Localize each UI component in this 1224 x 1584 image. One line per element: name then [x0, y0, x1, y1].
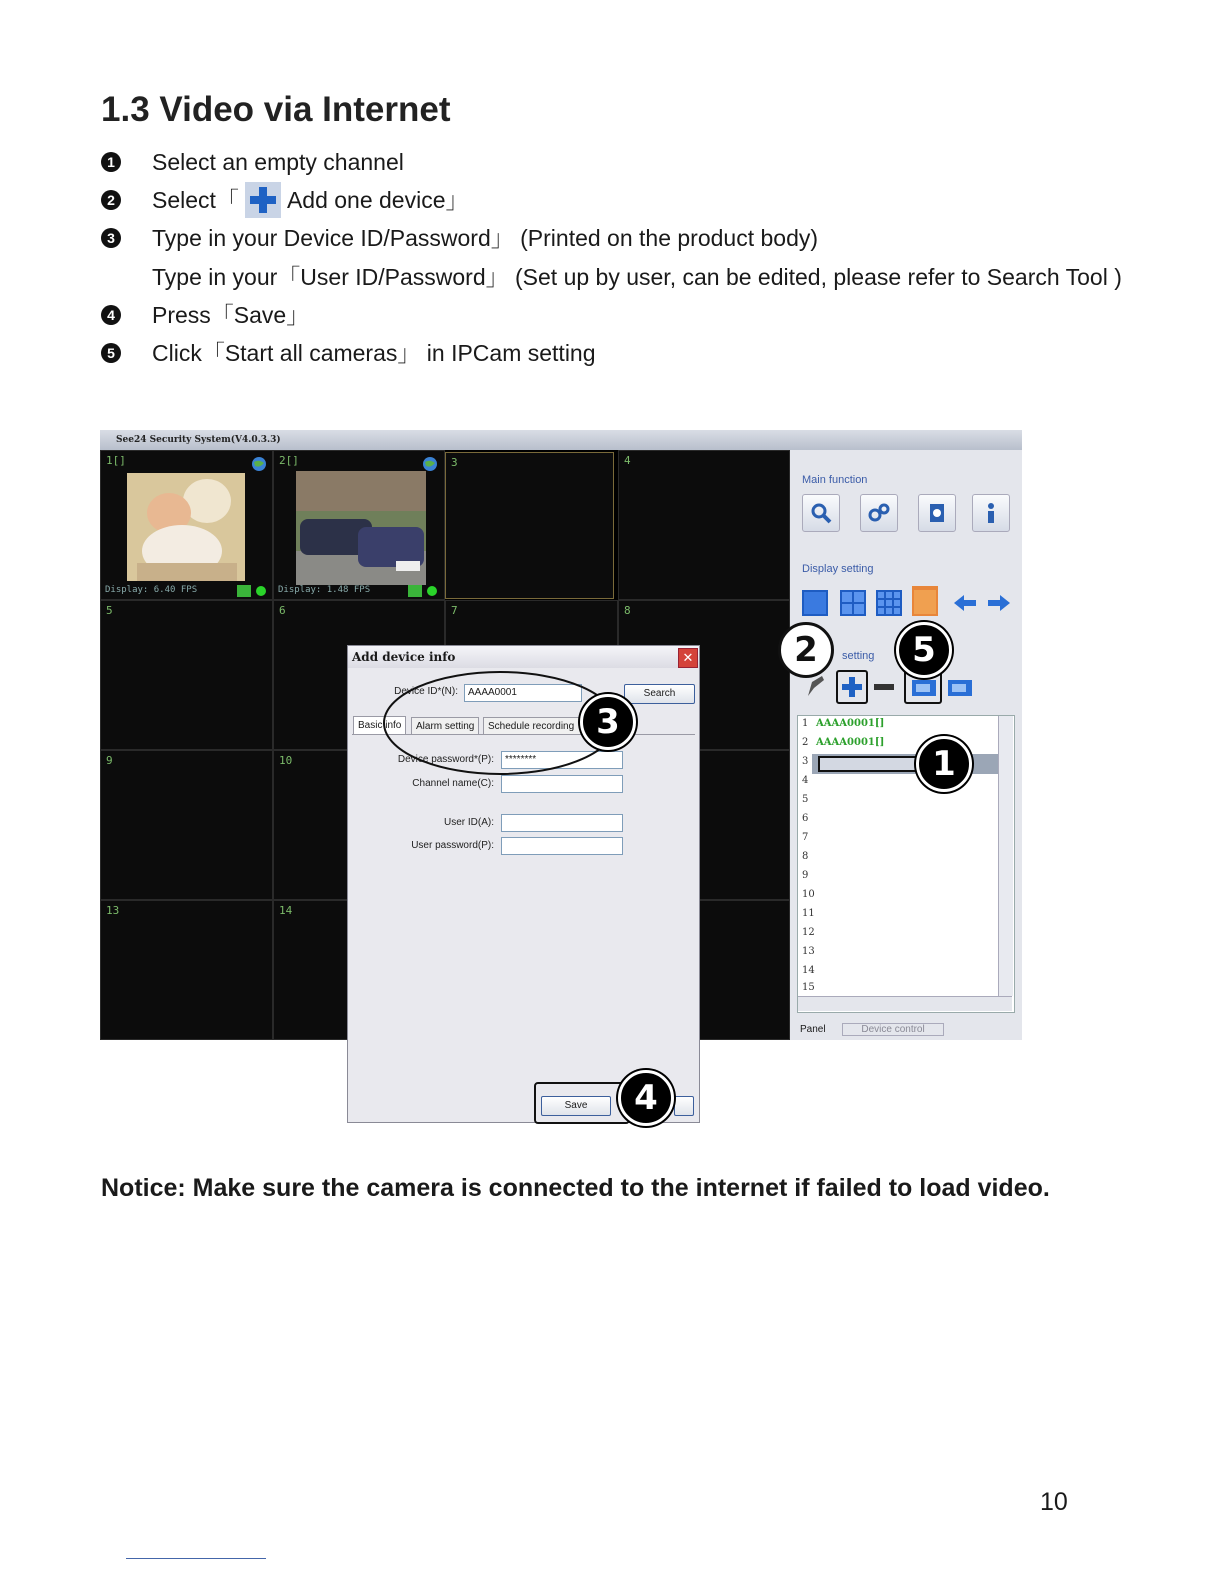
list-row-number: 11 [802, 908, 815, 919]
search-device-button[interactable]: Search [624, 684, 695, 704]
channel-label: 8 [624, 604, 631, 617]
channel-label: 13 [106, 904, 120, 917]
channel-label: 5 [106, 604, 113, 617]
channel-label: 1[] [106, 454, 126, 467]
settings-button[interactable] [860, 494, 898, 532]
channel-9[interactable] [100, 750, 273, 900]
info-icon [979, 501, 1003, 525]
layout-4-icon[interactable] [840, 590, 866, 616]
globe-icon [422, 456, 438, 472]
info-button[interactable] [972, 494, 1010, 532]
step-number: 3 [101, 228, 121, 248]
panel-tabs [792, 1020, 1022, 1040]
list-row-number: 2 [802, 737, 809, 748]
list-row-number: 13 [802, 946, 815, 957]
channel-label: 10 [279, 754, 293, 767]
section-heading: 1.3 Video via Internet [101, 90, 451, 129]
dialog-title: Add device info [348, 646, 699, 668]
device-id-label: Device ID*(N): [394, 686, 458, 697]
layout-16-icon[interactable] [912, 586, 938, 616]
list-row-number: 5 [802, 794, 809, 805]
tab-basic-info[interactable]: Basic info [353, 716, 406, 734]
save-button[interactable]: Save [541, 1096, 611, 1116]
search-button[interactable] [802, 494, 840, 532]
globe-icon [251, 456, 267, 472]
layout-9-icon[interactable] [876, 590, 902, 616]
ipcam-setting-title: setting [842, 650, 875, 662]
baby-video-thumbnail [127, 473, 245, 581]
list-row-number: 15 [802, 982, 815, 993]
list-row-number: 3 [802, 756, 809, 767]
channel-list[interactable] [797, 715, 1015, 1013]
search-icon [809, 501, 833, 525]
record-button[interactable] [918, 494, 956, 532]
camera-stop-icon[interactable] [946, 676, 974, 700]
book-icon [925, 501, 949, 525]
add-device-button[interactable] [836, 670, 868, 704]
cancel-button[interactable] [674, 1096, 694, 1116]
channel-label: 9 [106, 754, 113, 767]
display-setting-title: Display setting [802, 563, 874, 575]
horizontal-scrollbar[interactable] [798, 996, 1012, 1011]
channel-label: 4 [624, 454, 631, 467]
list-entry[interactable]: AAAA0001[] [816, 737, 885, 748]
channel-label: 3 [451, 456, 458, 469]
tab-panel[interactable]: Panel [800, 1024, 826, 1035]
list-row-number: 9 [802, 870, 809, 881]
list-row-number: 12 [802, 927, 815, 938]
layout-1-icon[interactable] [802, 590, 828, 616]
channel-4[interactable] [618, 450, 790, 600]
gear-icon [867, 501, 891, 525]
step-3 [101, 220, 818, 256]
vertical-scrollbar[interactable] [998, 716, 1013, 996]
step-text: Type in your Device ID/Password」 (Printed on the product body) [152, 225, 819, 251]
step-4 [101, 297, 309, 333]
channel-label: 2[] [279, 454, 299, 467]
window-title: See24 Security System(V4.0.3.3) [100, 430, 1022, 450]
tab-device-control[interactable]: Device control [842, 1023, 943, 1036]
step-number: 4 [101, 305, 121, 325]
step-number: 2 [101, 190, 121, 210]
step-text-after: Add one device」 [286, 187, 469, 213]
channel-label: 6 [279, 604, 286, 617]
minus-icon[interactable] [872, 680, 896, 694]
list-row-number: 10 [802, 889, 815, 900]
camera-status-icon [408, 585, 438, 597]
marker-1: 1 [916, 736, 972, 792]
arrow-left-icon[interactable] [952, 590, 978, 616]
list-entry[interactable]: AAAA0001[] [816, 718, 885, 729]
list-row-number: 7 [802, 832, 809, 843]
tab-alarm-setting[interactable]: Alarm setting [411, 717, 479, 735]
list-row-number: 8 [802, 851, 809, 862]
step-text: Press「Save」 [152, 302, 310, 328]
channel-label: 7 [451, 604, 458, 617]
step-text-before: Select「 [152, 187, 239, 213]
camera-status-icon [237, 585, 267, 597]
tab-schedule-recording[interactable]: Schedule recording [483, 717, 583, 735]
fps-status: Display: 1.48 FPS [278, 585, 371, 595]
list-row-number: 14 [802, 965, 815, 976]
device-password-label: Device password*(P): [397, 754, 494, 765]
step-number: 5 [101, 343, 121, 363]
device-password-field[interactable]: ******** [501, 751, 623, 769]
step-5 [101, 335, 596, 371]
step-text: Select an empty channel [152, 149, 404, 175]
footer-rule [126, 1558, 266, 1559]
user-id-label: User ID(A): [444, 817, 494, 828]
cars-video-thumbnail [296, 471, 426, 585]
list-row-number: 4 [802, 775, 809, 786]
empty-channel-slot[interactable] [818, 756, 926, 772]
channel-1[interactable] [100, 450, 273, 600]
list-row-number: 1 [802, 718, 809, 729]
user-id-field[interactable] [501, 814, 623, 832]
fps-status: Display: 6.40 FPS [105, 585, 198, 595]
step-number: 1 [101, 152, 121, 172]
user-password-field[interactable] [501, 837, 623, 855]
list-row-number: 6 [802, 813, 809, 824]
plus-icon [245, 182, 281, 218]
channel-3[interactable] [445, 452, 614, 599]
notice-text: Notice: Make sure the camera is connected to the internet if failed to load video. [101, 1174, 1050, 1202]
marker-2: 2 [778, 622, 834, 678]
marker-5: 5 [896, 622, 952, 678]
marker-4: 4 [618, 1070, 674, 1126]
marker-3: 3 [580, 694, 636, 750]
step-text: Click「Start all cameras」 in IPCam setting [152, 340, 596, 366]
plus-icon [838, 672, 866, 702]
device-id-field[interactable]: AAAA0001 [464, 684, 582, 702]
channel-name-label: Channel name(C): [412, 778, 494, 789]
channel-label: 14 [279, 904, 293, 917]
step-3-line-2: Type in your「User ID/Password」 (Set up by user, can be edited, please refer to Search Tool ) [152, 264, 1122, 290]
main-function-title: Main function [802, 474, 868, 486]
page-number: 10 [1040, 1488, 1068, 1516]
channel-13[interactable] [100, 900, 273, 1040]
channel-5[interactable] [100, 600, 273, 750]
step-1 [101, 144, 404, 180]
close-icon[interactable]: ✕ [678, 648, 698, 668]
step-2 [101, 182, 469, 218]
arrow-right-icon[interactable] [986, 590, 1012, 616]
channel-2[interactable] [273, 450, 445, 600]
user-password-label: User password(P): [411, 840, 494, 851]
